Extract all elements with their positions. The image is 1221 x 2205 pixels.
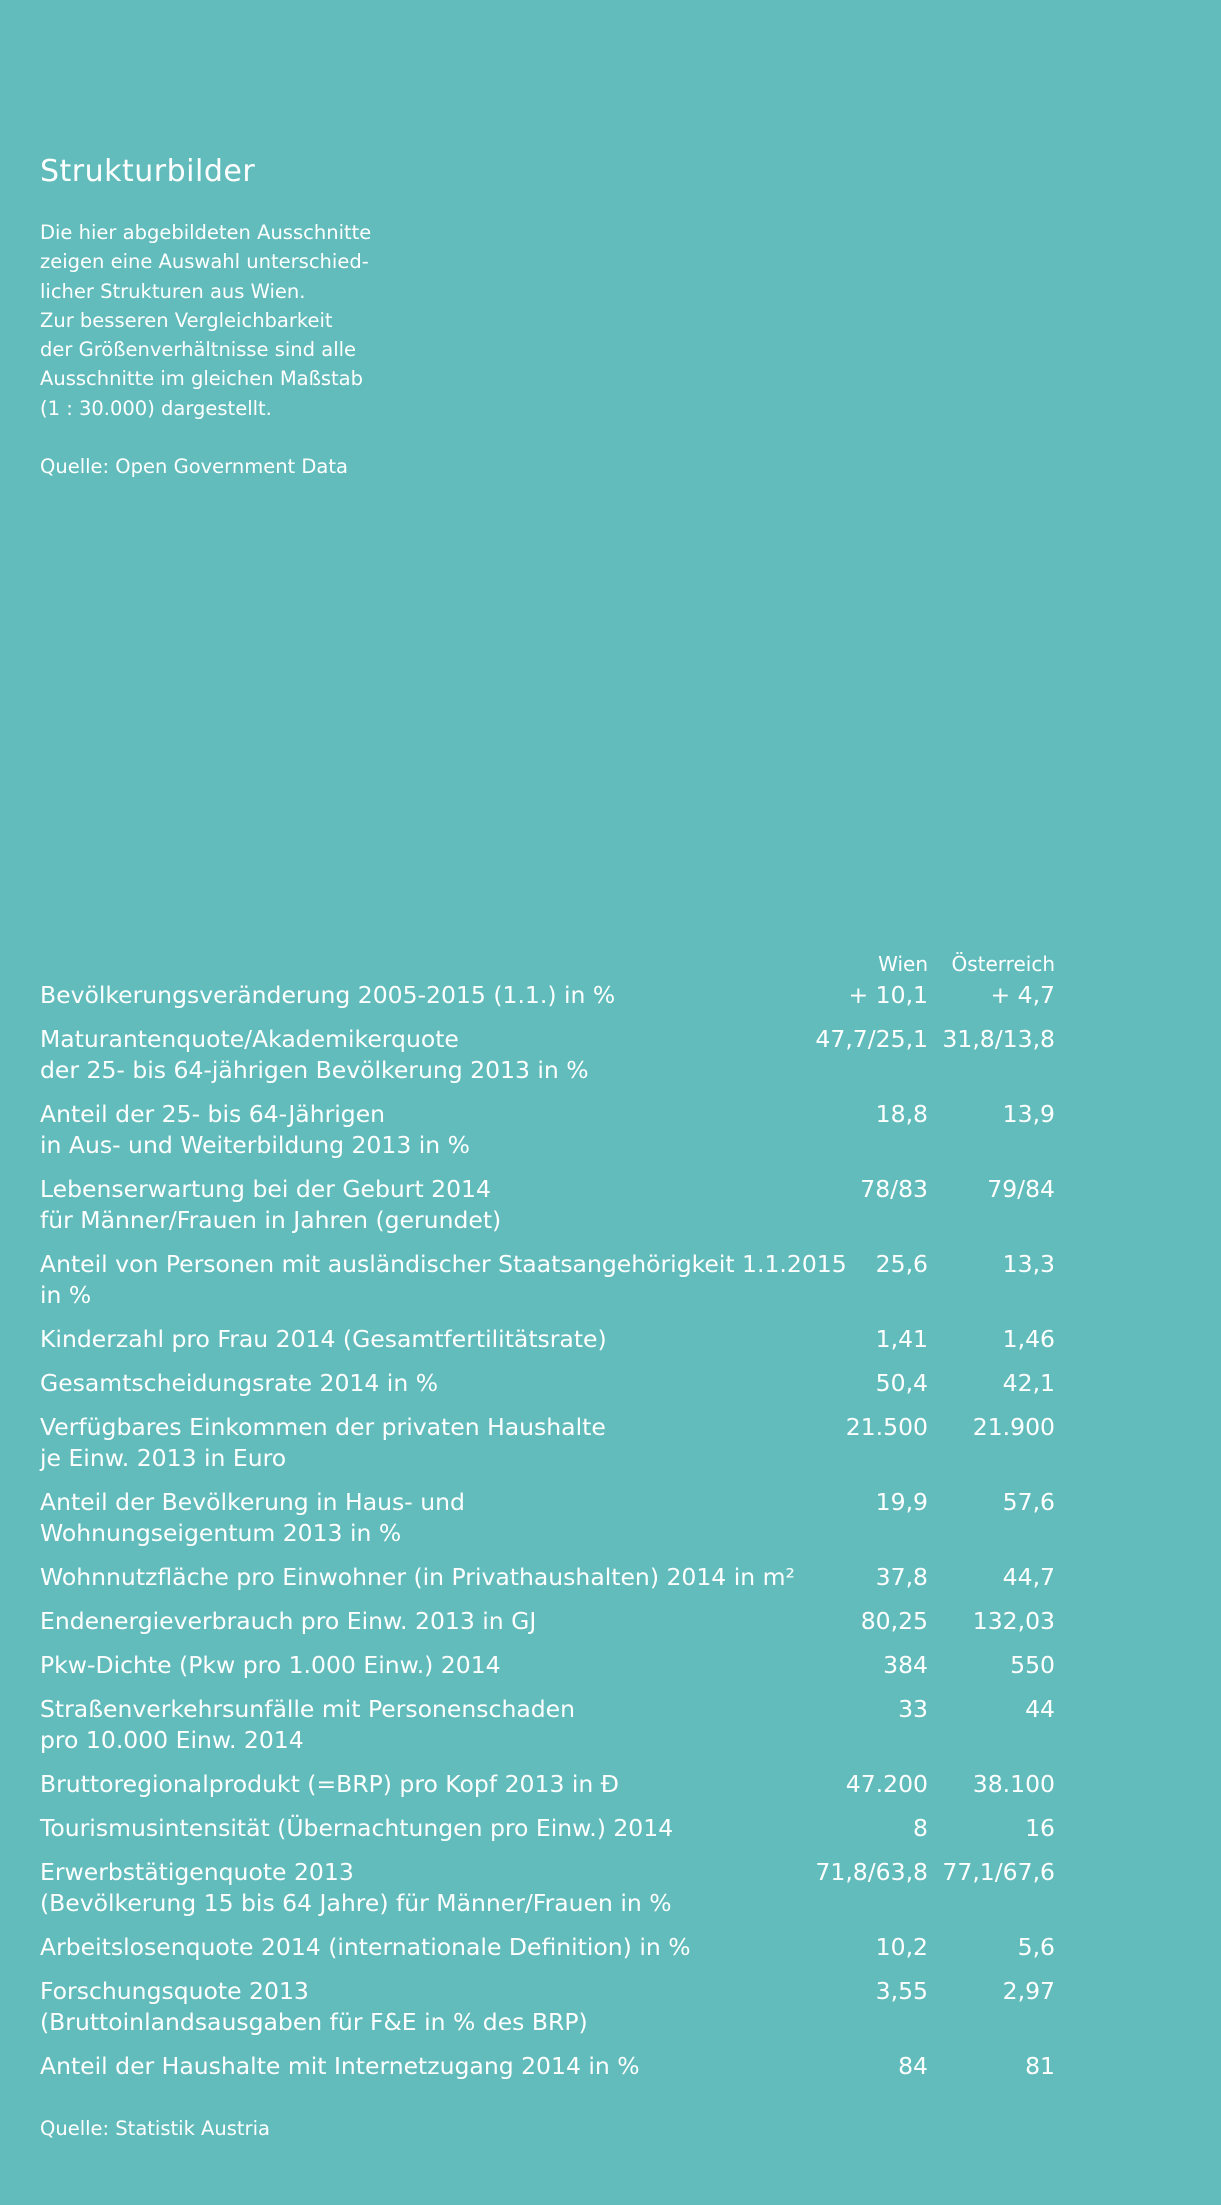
row-label	[40, 1324, 810, 1355]
table-row	[40, 1487, 1055, 1549]
table-row	[40, 1368, 1055, 1399]
row-label-line: Anteil der 25- bis 64-Jährigen	[40, 1100, 386, 1128]
table-row	[40, 1650, 1055, 1681]
table-row	[40, 1324, 1055, 1355]
table-row	[40, 1249, 1055, 1311]
row-label	[40, 1932, 810, 1963]
value-oesterreich: 13,3	[1002, 1250, 1055, 1278]
table-row	[40, 1562, 1055, 1593]
intro-source: Quelle: Open Government Data	[40, 455, 348, 478]
row-label	[40, 1487, 810, 1549]
value-wien: 3,55	[875, 1977, 928, 2005]
row-label-line: Erwerbstätigenquote 2013	[40, 1858, 354, 1886]
row-label-line: Arbeitslosenquote 2014 (internationale Definition) in %	[40, 1933, 691, 1961]
value-oesterreich: 81	[1025, 2052, 1055, 2080]
value-oesterreich: 21.900	[972, 1413, 1055, 1441]
value-oesterreich: 77,1/67,6	[942, 1858, 1055, 1886]
table-header	[40, 950, 1055, 980]
row-label-line: pro 10.000 Einw. 2014	[40, 1726, 304, 1754]
row-label-line: Bruttoregionalprodukt (=BRP) pro Kopf 2013 in Đ	[40, 1770, 619, 1798]
table-body	[40, 980, 1055, 2082]
row-label-line: Lebenserwartung bei der Geburt 2014	[40, 1175, 491, 1203]
value-oesterreich: 42,1	[1002, 1369, 1055, 1397]
intro-line: zeigen eine Auswahl unterschied-	[40, 250, 369, 274]
value-oesterreich: 550	[1010, 1651, 1055, 1679]
table-row	[40, 1606, 1055, 1637]
row-label	[40, 1694, 810, 1756]
row-label	[40, 1813, 810, 1844]
row-label-line: Verfügbares Einkommen der privaten Haushalte	[40, 1413, 606, 1441]
statistics-table	[40, 950, 1055, 2095]
value-wien: 47,7/25,1	[815, 1025, 928, 1053]
row-label	[40, 1769, 810, 1800]
table-row	[40, 1024, 1055, 1086]
row-label-line: Endenergieverbrauch pro Einw. 2013 in GJ	[40, 1607, 537, 1635]
table-row	[40, 1857, 1055, 1919]
row-label	[40, 1650, 810, 1681]
row-label-line: Bevölkerungsveränderung 2005-2015 (1.1.) in %	[40, 981, 616, 1009]
value-oesterreich: 1,46	[1002, 1325, 1055, 1353]
row-label-line: für Männer/Frauen in Jahren (gerundet)	[40, 1206, 502, 1234]
table-row	[40, 2051, 1055, 2082]
value-wien: 10,2	[875, 1933, 928, 1961]
table-row	[40, 1174, 1055, 1236]
value-oesterreich: 13,9	[1002, 1100, 1055, 1128]
intro-text	[40, 218, 480, 423]
value-wien: 21.500	[845, 1413, 928, 1441]
row-label	[40, 1976, 810, 2038]
row-label-line: der 25- bis 64-jährigen Bevölkerung 2013 in %	[40, 1056, 589, 1084]
value-oesterreich: 5,6	[1017, 1933, 1055, 1961]
row-label-line: (Bruttoinlandsausgaben für F&E in % des BRP)	[40, 2008, 588, 2036]
table-source: Quelle: Statistik Austria	[40, 2117, 270, 2140]
row-label-line: Maturantenquote/Akademikerquote	[40, 1025, 459, 1053]
row-label-line: Anteil der Bevölkerung in Haus- und	[40, 1488, 465, 1516]
table-row	[40, 1813, 1055, 1844]
row-label-line: Wohnungseigentum 2013 in %	[40, 1519, 402, 1547]
value-wien: 8	[913, 1814, 928, 1842]
value-oesterreich: 31,8/13,8	[942, 1025, 1055, 1053]
value-oesterreich: 38.100	[972, 1770, 1055, 1798]
row-label	[40, 1249, 847, 1311]
table-row	[40, 1932, 1055, 1963]
value-oesterreich: 44,7	[1002, 1563, 1055, 1591]
value-wien: 47.200	[845, 1770, 928, 1798]
value-oesterreich: 57,6	[1002, 1488, 1055, 1516]
row-label-line: (Bevölkerung 15 bis 64 Jahre) für Männer/Frauen in %	[40, 1889, 672, 1917]
intro-line: licher Strukturen aus Wien.	[40, 279, 306, 303]
table-row	[40, 1976, 1055, 2038]
column-header-wien: Wien	[878, 952, 928, 976]
row-label	[40, 1857, 810, 1919]
value-wien: 18,8	[875, 1100, 928, 1128]
value-wien: 384	[883, 1651, 928, 1679]
row-label-line: in Aus- und Weiterbildung 2013 in %	[40, 1131, 470, 1159]
row-label-line: Anteil von Personen mit ausländischer Staatsangehörigkeit 1.1.2015	[40, 1250, 847, 1278]
value-wien: 33	[898, 1695, 928, 1723]
table-row	[40, 1769, 1055, 1800]
row-label-line: Anteil der Haushalte mit Internetzugang 2014 in %	[40, 2052, 640, 2080]
value-oesterreich: + 4,7	[990, 981, 1055, 1009]
row-label-line: je Einw. 2013 in Euro	[40, 1444, 287, 1472]
value-wien: + 10,1	[848, 981, 928, 1009]
value-wien: 37,8	[875, 1563, 928, 1591]
row-label	[40, 1024, 810, 1086]
value-wien: 78/83	[860, 1175, 928, 1203]
value-wien: 50,4	[875, 1369, 928, 1397]
intro-line: (1 : 30.000) dargestellt.	[40, 396, 272, 420]
table-row	[40, 1412, 1055, 1474]
row-label-line: in %	[40, 1281, 92, 1309]
row-label-line: Straßenverkehrsunfälle mit Personenschaden	[40, 1695, 576, 1723]
value-wien: 71,8/63,8	[815, 1858, 928, 1886]
row-label	[40, 2051, 810, 2082]
value-wien: 19,9	[875, 1488, 928, 1516]
row-label	[40, 1562, 810, 1593]
row-label	[40, 980, 810, 1011]
table-row	[40, 980, 1055, 1011]
value-wien: 25,6	[875, 1250, 928, 1278]
row-label-line: Forschungsquote 2013	[40, 1977, 309, 2005]
value-oesterreich: 16	[1025, 1814, 1055, 1842]
value-wien: 1,41	[875, 1325, 928, 1353]
row-label-line: Kinderzahl pro Frau 2014 (Gesamtfertilitätsrate)	[40, 1325, 607, 1353]
table-row	[40, 1099, 1055, 1161]
value-oesterreich: 132,03	[972, 1607, 1055, 1635]
row-label-line: Pkw-Dichte (Pkw pro 1.000 Einw.) 2014	[40, 1651, 501, 1679]
table-row	[40, 1694, 1055, 1756]
row-label-line: Wohnnutzfläche pro Einwohner (in Privathaushalten) 2014 in m²	[40, 1563, 795, 1591]
value-wien: 80,25	[860, 1607, 928, 1635]
row-label	[40, 1606, 810, 1637]
row-label-line: Tourismusintensität (Übernachtungen pro Einw.) 2014	[40, 1814, 674, 1842]
intro-line: Ausschnitte im gleichen Maßstab	[40, 367, 364, 391]
row-label	[40, 1412, 810, 1474]
row-label	[40, 1174, 810, 1236]
value-wien: 84	[898, 2052, 928, 2080]
row-label	[40, 1368, 810, 1399]
value-oesterreich: 44	[1025, 1695, 1055, 1723]
intro-line: Zur besseren Vergleichbarkeit	[40, 308, 333, 332]
row-label-line: Gesamtscheidungsrate 2014 in %	[40, 1369, 439, 1397]
column-header-oesterreich: Österreich	[951, 952, 1055, 976]
intro-line: der Größenverhältnisse sind alle	[40, 338, 357, 362]
row-label	[40, 1099, 810, 1161]
page-title: Strukturbilder	[40, 154, 256, 189]
value-oesterreich: 79/84	[987, 1175, 1055, 1203]
intro-line: Die hier abgebildeten Ausschnitte	[40, 221, 372, 244]
value-oesterreich: 2,97	[1002, 1977, 1055, 2005]
